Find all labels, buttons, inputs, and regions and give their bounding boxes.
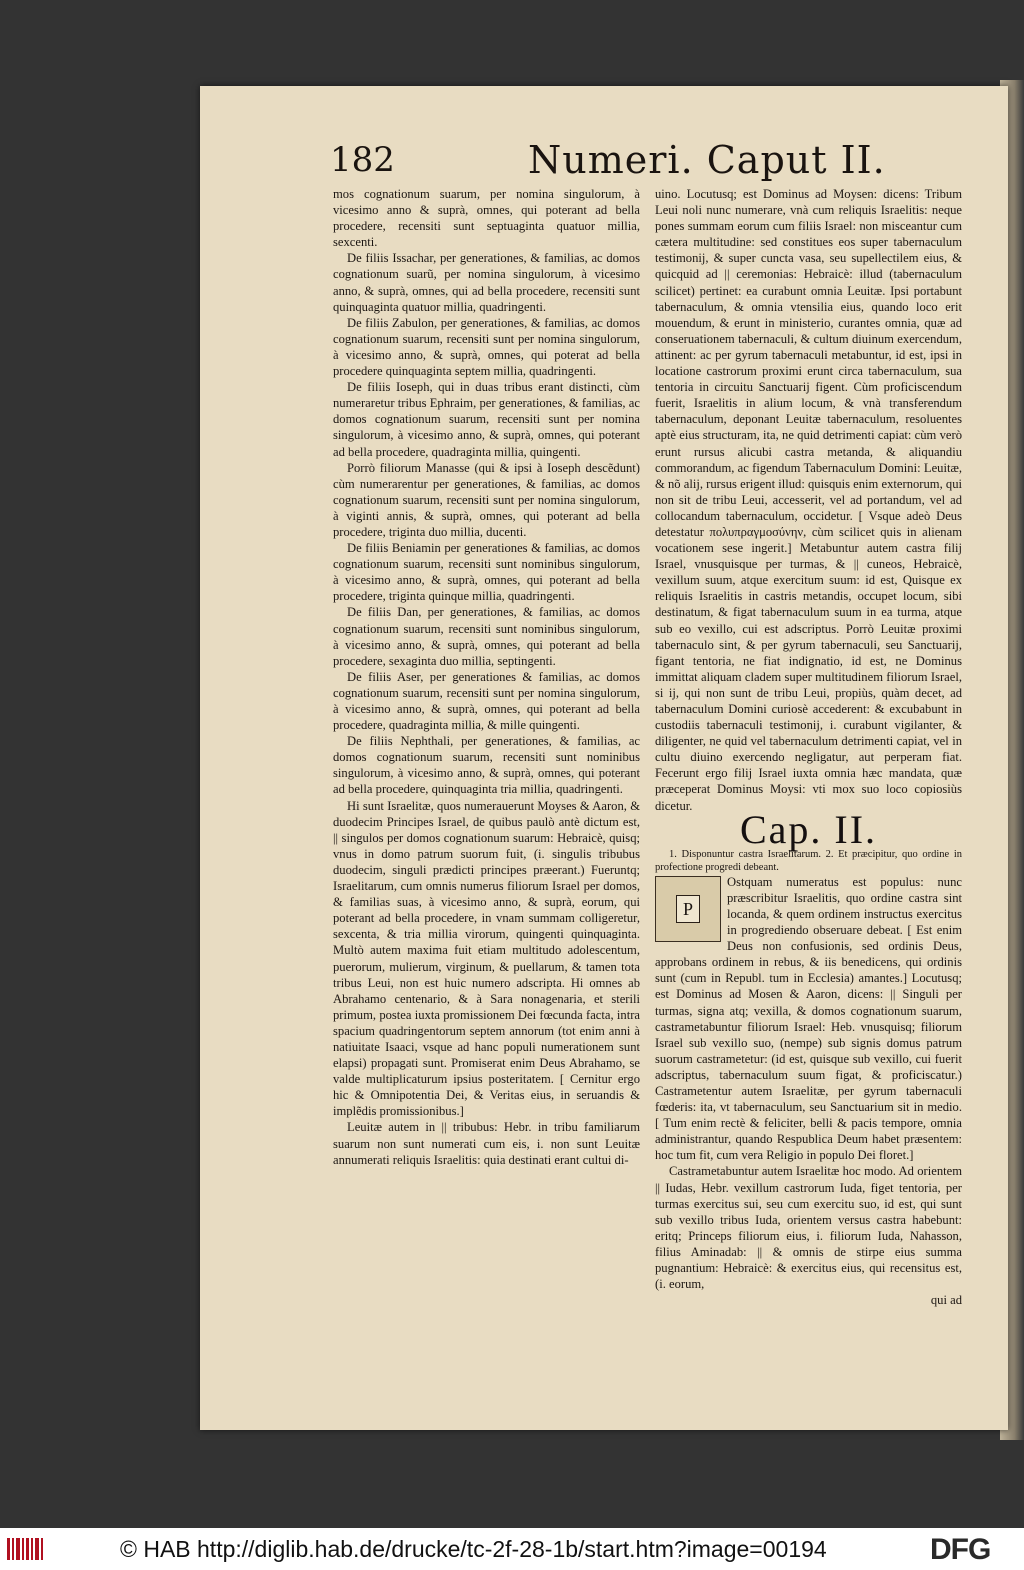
paragraph: De filiis Ioseph, qui in duas tribus erant distincti, cùm numeraretur tribus Ephraim, per generationes, & familias, ac domos cognationum suarum, recensiti sunt per nomina singulorum, à vicesimo anno, & suprà, omnes, qui poterant ad bella procedere, quadraginta millia, quingenti. [333,380,640,459]
chapter-heading: Cap. II. [739,806,878,852]
decorated-initial [655,876,721,942]
paragraph: De filiis Issachar, per generationes, & familias, ac domos cognationum suarũ, per nomina singulorum, à vicesimo anno, & suprà, omnes, qui ad bella procedere, recensiti sunt quinquaginta quatuor millia, quadringenti. [333,251,640,314]
paragraph: Castrametabuntur autem Israelitæ hoc modo. Ad orientem || Iudas, Hebr. vexillum castrorum Iuda, figet tentoria, per turmas exercitus sui, seu cum exercitu suo, id est, qui sunt sub vexillo tribus Iuda, orientem versus castra habebunt: eritq; Princeps filiorum eius, i. filiorum Iuda, Nahasson, filius Aminadab: || & omnis de stirpe eius summa pugnantium: Hebraicè: & exercitus eius, qui recensitus est, (i. eorum, [655,1164,962,1292]
catchword: qui ad [930,1293,962,1308]
page-number: 182 [330,140,395,180]
initial-letter: P [676,895,700,923]
paragraph: mos cognationum suarum, per nomina singulorum, à vicesimo anno & suprà, omnes, qui poterant ad bella procedere, recensiti sunt septuaginta quatuor millia, sexcenti. [333,187,640,250]
right-column [655,186,962,1308]
paragraph: De filiis Beniamin per generationes & familias, ac domos cognationum suarum, recensiti sunt nominibus singulorum, à vicesimo anno, & suprà, omnes, qui poterant ad bella procedere, triginta quinque millia, quadringenti. [333,541,640,604]
running-title: Numeri. Caput II. [528,138,886,182]
page-header [330,140,970,186]
left-column [333,186,640,1168]
paragraph: Hi sunt Israelitæ, quos numerauerunt Moyses & Aaron, & duodecim Principes Israel, de quibus paulò antè dictum est, || singulos per domos cognationum suarum: Hebraicè, quisq; vnus in domo patrum suorum fuit, (i. singulis tribubus duodecim, singuli prædicti principes præerant.) Fueruntq; Israelitarum, cum omnis numerus filiorum Israel per domos, & familias suas, à vicesimo anno, & suprà, eorum, qui poterant ad bella procedere, in vnam summam colligeretur, sexcenta, & tria millia virorum, quingenti quinquaginta. Multò autem maxima fuit etiam multitudo adolescentum, puerorum, mulierum, virginum, & puellarum, & tamen tota tribus Leui, non est huic numero adscripta. Hi omnes ab Abrahamo centenario, & à Sara nonagenaria, et sterili primum, postea iuxta promissionem Dei fœcunda facta, intra spacium quadringentorum septem annorum (tot enim anni à natiuitate Isaaci, vsque ad hanc populi numerationem sunt elapsi) propagati sunt. Promiserat enim Deus Abrahamo, se valde multiplicaturum ipsius posteritatem. [ Cernitur ergo hic & Omnipotentia Dei, & Veritas eius, in seruandis & implẽdis promissionibus.] [333,798,640,1119]
source-link[interactable]: © HAB http://diglib.hab.de/drucke/tc-2f-28-1b/start.htm?image=00194 [120,1536,827,1562]
paragraph: uino. Locutusq; est Dominus ad Moysen: dicens: Tribum Leui noli nunc numerare, vnà cum reliquis Israelitis: neque pones summam eorum cum filiis Israel: non misceantur cum cætera multitudine: sed constitues eos super tabernaculum testimonij, & super cuncta vasa, seu supellectilem eius, & quicquid ad || ceremonias: Hebraicè: illud (tabernaculum scilicet) pertinet: ea curabunt omnia Leuitæ. Ipsi portabunt tabernaculum, & omnia vtensilia eius, quando loco erit mouendum, & erunt in ministerio, curantes omnia, quæ ad conseruationem tabernaculi, & cultum diuinum exercendum, attinent: ac per gyrum tabernaculi metabuntur, id est, ipsi in locatione castrorum proximi erunt circa tabernaculum, sua tentoria in circuitu Sanctuarij figent. Cùm proficiscendum fuerit, Israelitis in alium locum, & vnà transferendum tabernaculum, deponant Leuitæ tabernaculum, resoluentes aptè eius structuram, ita, ne quid detrimenti capiat: cùm verò erunt rursus alicubi castra metanda, & aliquandiu commorandum, ac figendum Tabernaculum Domini: Leuitæ, & nõ alij, rursus erigent illud: quisquis enim externorum, qui non sit de tribu Leui, accesserit, vel ad portandum, vel ad collocandum tabernaculum, occidetur. [ Vsque adeò Deus detestatur πολυπραγμοσύνην, cùm scilicet quis in alienam vocationem sese ingerit.] Metabuntur autem castra filij Israel, vnusquisque per turmas, & || cuneos, Hebraicè, vexillum suum, atque exercitum suum: id est, Quisque ex reliquis Israelitis in castris metandis, occupet locum, sibi destinatum, & figat tabernaculum suum in ea turma, atque sub eo vexillo, cui est adscriptus. Porrò Leuitæ proximi tabernaculo sint, & per gyrum tabernaculi, seu Sanctuarij, figant tentoria, ne fiat indignatio, id est, ne Dominus immittat aliquam cladem super multitudinem filiorum Israel, si ij, qui non sunt de tribu Leui, propiùs, quàm decet, ad tabernaculum Domini curiosè accederent: & excubabunt in custodiis tabernaculi testimonij, i. curabunt vigilanter, & diligenter, ne quid vel tabernaculum detrimenti capiat, vel in cultu diuino exercendo negligatur, aut perperam fiat. Fecerunt ergo filij Israel iuxta omnia hæc mandata, quæ præceperat Dominus Moysi: vti mox suo loco copiosiùs dicetur. [655,187,962,813]
paragraph: Ostquam numeratus est populus: nunc præscribitur Israelitis, quo ordine castra sint locanda, & quem ordinem instructus exercitus in progrediendo obseruare debeat. [ Est enim Deus non confusionis, sed ordinis Deus, approbans ordinem in rebus, & iis benedicens, qui ordinis sunt (cum in Republ. tum in Ecclesia) amantes.] Locutusq; est Dominus ad Mosen & Aaron, dicens: || Singuli per turmas, signa atq; vexilla, & domos cognationum suarum, castrametabuntur filiorum Israel: Heb. vnusquisq; filiorum Israel sub vexillo suo, (nempe) sub signis domus patrum suorum castrametetur: (id est, quisque sub vexillo, cui fuerit adscriptus, tabernaculum suum figat, & proficiscatur.) Castrametentur autem Israelitæ, per gyrum tabernaculi fœderis: ita, vt tabernaculum, seu Sanctuarium sit in medio. [ Tum enim rectè & feliciter, belli & pacis tempore, omnia administrantur, quando Respublica Deum habet præsentem: hoc tum fit, cum vera Religio in populo Dei floret.] [655,874,962,1163]
viewer-footer [0,1528,1024,1570]
paragraph: De filiis Nephthali, per generationes, & familias, ac domos cognationum suarum, recensiti sunt nominibus singulorum, à vicesimo anno, & suprà, omnes, qui poterant ad bella procedere, quinquaginta tria millia, quadringenti. [333,734,640,797]
dfg-logo: DFG [930,1533,991,1566]
paragraph: De filiis Dan, per generationes, & familias, ac domos cognationum suarum, recensiti sunt nominibus singulorum, à vicesimo anno, & suprà, omnes, qui poterant ad bella procedere, sexaginta duo millia, septingenti. [333,605,640,668]
paragraph: Porrò filiorum Manasse (qui & ipsi à Ioseph descẽdunt) cùm numerarentur per generationes, & familias, ac domos cognationum suarum, recensiti sunt per nomina singulorum, à viginti annis, & suprà, omnes, qui poterant ad bella procedere, triginta duo millia, ducenti. [333,460,640,539]
chapter-summary: 1. Disponuntur castra Israelitarum. 2. Et præcipitur, quo ordine in profectione progredi debeant. [655,848,962,873]
paragraph: Leuitæ autem in || tribubus: Hebr. in tribu familiarum suarum non sunt numerati cum eis, i. non sunt Leuitæ annumerati reliquis Israelitis: quia destinati erant cultui di- [333,1120,640,1167]
barcode-icon [6,1536,44,1562]
paragraph: De filiis Zabulon, per generationes, & familias, ac domos cognationum suarum, recensiti sunt per nomina singulorum, à vicesimo anno, & suprà, omnes, qui poterat ad bella procedere quinquaginta septem millia, quadringenti. [333,315,640,379]
paragraph: De filiis Aser, per generationes & familias, ac domos cognationum suarum, recensiti sunt per nomina singulorum, à vicesimo anno, & suprà, omnes, qui poterant ad bella procedere, quadraginta millia, & mille quingenti. [333,669,640,733]
